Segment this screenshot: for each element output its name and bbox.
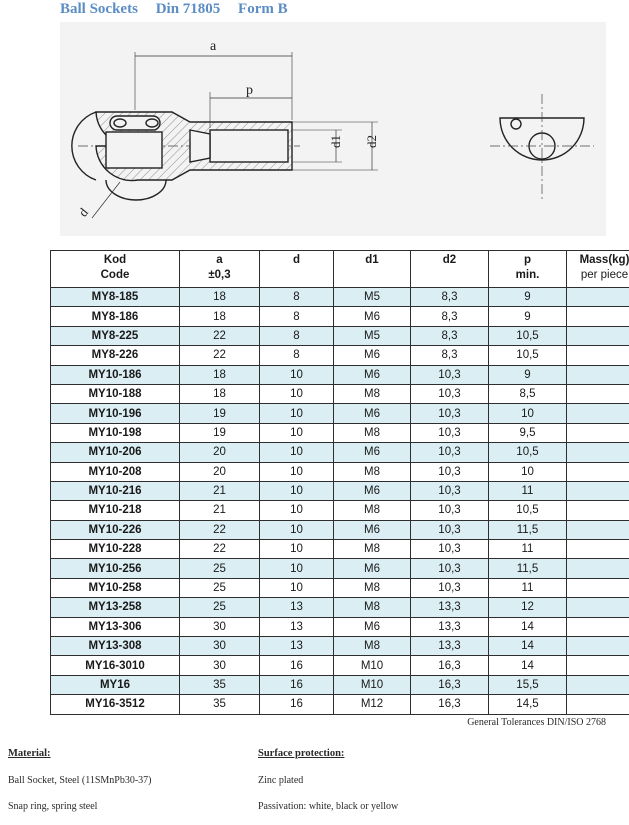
column-header-line-1: Kod [103, 254, 127, 266]
table-cell: 10,3 [411, 404, 489, 423]
table-cell: M8 [334, 637, 411, 656]
product-code-cell: MY10-206 [51, 443, 180, 462]
table-cell: 30 [180, 617, 260, 636]
table-cell: 35 [180, 695, 260, 714]
table-cell [567, 462, 629, 481]
table-cell: 10,3 [411, 540, 489, 559]
technical-drawing [60, 22, 606, 236]
product-code-cell: MY10-228 [51, 540, 180, 559]
table-row [51, 656, 629, 675]
table-row [51, 501, 629, 520]
title-form: Form B [238, 1, 288, 17]
table-cell: M8 [334, 578, 411, 597]
table-cell: 15,5 [489, 675, 567, 694]
table-cell: M6 [334, 617, 411, 636]
dim-p-label: p [246, 83, 253, 98]
table-cell: 10,5 [489, 443, 567, 462]
product-code-cell: MY10-208 [51, 462, 180, 481]
table-cell: 30 [180, 637, 260, 656]
table-cell: M6 [334, 365, 411, 384]
spec-table [50, 250, 629, 715]
table-cell: 10 [260, 481, 334, 500]
table-row [51, 675, 629, 694]
table-cell [567, 501, 629, 520]
table-row [51, 578, 629, 597]
table-cell: M6 [334, 307, 411, 326]
table-cell [567, 578, 629, 597]
table-cell: 11 [489, 578, 567, 597]
product-code-cell: MY13-258 [51, 598, 180, 617]
surface-line-2: Passivation: white, black or yellow [258, 801, 399, 812]
table-cell: 18 [180, 307, 260, 326]
table-cell: M6 [334, 404, 411, 423]
table-row [51, 404, 629, 423]
table-cell: 8,3 [411, 326, 489, 345]
table-cell: M8 [334, 384, 411, 403]
table-cell [567, 656, 629, 675]
table-row [51, 307, 629, 326]
product-code-cell: MY10-198 [51, 423, 180, 442]
material-line-2: Snap ring, spring steel [8, 801, 98, 812]
table-cell [567, 481, 629, 500]
table-cell: 10 [260, 404, 334, 423]
table-cell: 22 [180, 540, 260, 559]
table-cell [567, 423, 629, 442]
column-header [411, 251, 489, 288]
table-cell [567, 365, 629, 384]
general-tolerances: General Tolerances DIN/ISO 2768 [467, 717, 606, 728]
table-cell: 12 [489, 598, 567, 617]
table-row [51, 423, 629, 442]
material-line-1: Ball Socket, Steel (11SMnPb30-37) [8, 775, 152, 786]
table-cell: 13,3 [411, 637, 489, 656]
table-cell: 16 [260, 675, 334, 694]
table-cell: M8 [334, 598, 411, 617]
table-cell: M8 [334, 540, 411, 559]
table-cell: M8 [334, 423, 411, 442]
table-cell: 10 [260, 423, 334, 442]
table-cell: 25 [180, 578, 260, 597]
product-code-cell: MY16-3010 [51, 656, 180, 675]
table-cell: 20 [180, 462, 260, 481]
table-cell: 10 [260, 578, 334, 597]
table-cell: 16 [260, 695, 334, 714]
table-cell: 8 [260, 346, 334, 365]
column-header-line-1: d [292, 254, 301, 266]
product-code-cell: MY8-186 [51, 307, 180, 326]
table-cell: 10 [489, 404, 567, 423]
table-cell [567, 443, 629, 462]
title-standard: Din 71805 [155, 1, 221, 17]
table-cell: 10,3 [411, 423, 489, 442]
column-header [334, 251, 411, 288]
table-cell: 10 [260, 501, 334, 520]
table-cell: 16,3 [411, 656, 489, 675]
table-row [51, 346, 629, 365]
column-header-line-1: Mass(kg) [579, 254, 629, 266]
table-cell: 10 [260, 540, 334, 559]
product-code-cell: MY10-258 [51, 578, 180, 597]
table-cell: 16 [260, 656, 334, 675]
product-code-cell: MY13-308 [51, 637, 180, 656]
table-cell: 10,3 [411, 520, 489, 539]
table-cell: 8 [260, 288, 334, 307]
table-cell [567, 346, 629, 365]
table-row [51, 637, 629, 656]
table-cell: 22 [180, 346, 260, 365]
table-cell: 10,3 [411, 443, 489, 462]
table-cell: M10 [334, 675, 411, 694]
product-code-cell: MY8-225 [51, 326, 180, 345]
table-cell: M5 [334, 326, 411, 345]
table-cell: M5 [334, 288, 411, 307]
table-cell: 8 [260, 326, 334, 345]
column-header [567, 251, 629, 288]
table-cell: M8 [334, 462, 411, 481]
table-cell: 10 [260, 365, 334, 384]
table-cell: 8,3 [411, 307, 489, 326]
dim-a-label: a [210, 39, 217, 54]
table-cell: 14 [489, 637, 567, 656]
table-row [51, 617, 629, 636]
table-cell: 19 [180, 423, 260, 442]
table-cell [567, 598, 629, 617]
product-code-cell: MY10-186 [51, 365, 180, 384]
table-cell: 11,5 [489, 559, 567, 578]
product-code-cell: MY10-218 [51, 501, 180, 520]
table-cell [567, 384, 629, 403]
table-cell: 8,5 [489, 384, 567, 403]
table-cell: 10,3 [411, 559, 489, 578]
table-cell: 8 [260, 307, 334, 326]
product-code-cell: MY13-306 [51, 617, 180, 636]
table-cell [567, 404, 629, 423]
table-row [51, 288, 629, 307]
table-cell: 8,3 [411, 346, 489, 365]
table-cell: 16,3 [411, 675, 489, 694]
table-cell: 25 [180, 559, 260, 578]
page-title [60, 1, 302, 18]
table-cell: 10 [489, 462, 567, 481]
table-cell: 9,5 [489, 423, 567, 442]
table-cell: 13 [260, 637, 334, 656]
table-cell: 10 [260, 384, 334, 403]
table-cell: 19 [180, 404, 260, 423]
table-row [51, 326, 629, 345]
table-cell: 9 [489, 307, 567, 326]
table-cell: 9 [489, 365, 567, 384]
column-header [260, 251, 334, 288]
table-cell [567, 675, 629, 694]
table-cell: 8,3 [411, 288, 489, 307]
product-code-cell: MY8-226 [51, 346, 180, 365]
column-header-line-2: min. [515, 269, 540, 281]
table-cell: M10 [334, 656, 411, 675]
table-cell: 30 [180, 656, 260, 675]
table-cell [567, 559, 629, 578]
table-row [51, 598, 629, 617]
column-header-line-1: d2 [442, 254, 457, 266]
table-cell: 13,3 [411, 598, 489, 617]
product-code-cell: MY16 [51, 675, 180, 694]
table-row [51, 540, 629, 559]
table-cell: 35 [180, 675, 260, 694]
table-row [51, 384, 629, 403]
title-product: Ball Sockets [60, 1, 138, 17]
table-cell [567, 307, 629, 326]
column-header-line-1: d1 [365, 254, 379, 266]
table-cell: 10,3 [411, 578, 489, 597]
table-row [51, 365, 629, 384]
table-row [51, 443, 629, 462]
table-cell: 9 [489, 288, 567, 307]
table-cell: M6 [334, 443, 411, 462]
table-cell: M6 [334, 346, 411, 365]
table-cell: 10 [260, 443, 334, 462]
table-cell: 18 [180, 365, 260, 384]
table-cell: 14 [489, 617, 567, 636]
table-cell [567, 540, 629, 559]
product-code-cell: MY10-216 [51, 481, 180, 500]
table-cell: 16,3 [411, 695, 489, 714]
table-cell: 10,5 [489, 501, 567, 520]
table-cell: 11 [489, 481, 567, 500]
table-cell: 13,3 [411, 617, 489, 636]
column-header-line-2: ±0,3 [208, 269, 231, 281]
table-row [51, 520, 629, 539]
column-header-line-2: per piece [580, 269, 629, 281]
table-cell: 10,5 [489, 346, 567, 365]
surface-heading: Surface protection: [258, 748, 345, 759]
table-cell [567, 637, 629, 656]
table-cell: 10,3 [411, 384, 489, 403]
table-cell: M12 [334, 695, 411, 714]
table-cell: 21 [180, 501, 260, 520]
dim-d-label: d [75, 204, 91, 220]
table-cell: 10,3 [411, 365, 489, 384]
column-header [489, 251, 567, 288]
product-code-cell: MY10-196 [51, 404, 180, 423]
table-cell: 10,3 [411, 501, 489, 520]
table-row [51, 481, 629, 500]
product-code-cell: MY10-188 [51, 384, 180, 403]
table-row [51, 462, 629, 481]
table-header-row [51, 251, 629, 288]
table-cell: 10,5 [489, 326, 567, 345]
table-cell: 22 [180, 520, 260, 539]
product-code-cell: MY8-185 [51, 288, 180, 307]
table-body [51, 288, 629, 715]
table-cell [567, 326, 629, 345]
table-cell [567, 520, 629, 539]
dim-d1-label: d1 [328, 135, 343, 148]
table-cell: 13 [260, 598, 334, 617]
table-cell: 20 [180, 443, 260, 462]
table-cell: 11,5 [489, 520, 567, 539]
table-cell: M6 [334, 520, 411, 539]
column-header-line-1: a [216, 254, 223, 266]
table-cell: 18 [180, 288, 260, 307]
product-code-cell: MY10-226 [51, 520, 180, 539]
dim-d2-label: d2 [364, 135, 379, 148]
column-header [51, 251, 180, 288]
table-cell: 10,3 [411, 481, 489, 500]
product-code-cell: MY10-256 [51, 559, 180, 578]
product-code-cell: MY16-3512 [51, 695, 180, 714]
table-cell [567, 617, 629, 636]
column-header-line-2: Code [100, 269, 130, 281]
table-cell: 11 [489, 540, 567, 559]
table-cell: 10 [260, 520, 334, 539]
table-cell: 10,3 [411, 462, 489, 481]
table-cell: 25 [180, 598, 260, 617]
table-cell: 10 [260, 559, 334, 578]
table-cell: 22 [180, 326, 260, 345]
table-cell: M6 [334, 559, 411, 578]
column-header [180, 251, 260, 288]
table-cell: 21 [180, 481, 260, 500]
table-cell: M6 [334, 481, 411, 500]
column-header-line-1: p [523, 254, 532, 266]
table-row [51, 695, 629, 714]
table-cell: M8 [334, 501, 411, 520]
table-cell: 18 [180, 384, 260, 403]
table-cell: 10 [260, 462, 334, 481]
table-row [51, 559, 629, 578]
table-cell [567, 695, 629, 714]
material-heading: Material: [8, 748, 51, 759]
table-cell: 13 [260, 617, 334, 636]
surface-line-1: Zinc plated [258, 775, 304, 786]
table-cell: 14 [489, 656, 567, 675]
table-cell: 14,5 [489, 695, 567, 714]
table-cell [567, 288, 629, 307]
